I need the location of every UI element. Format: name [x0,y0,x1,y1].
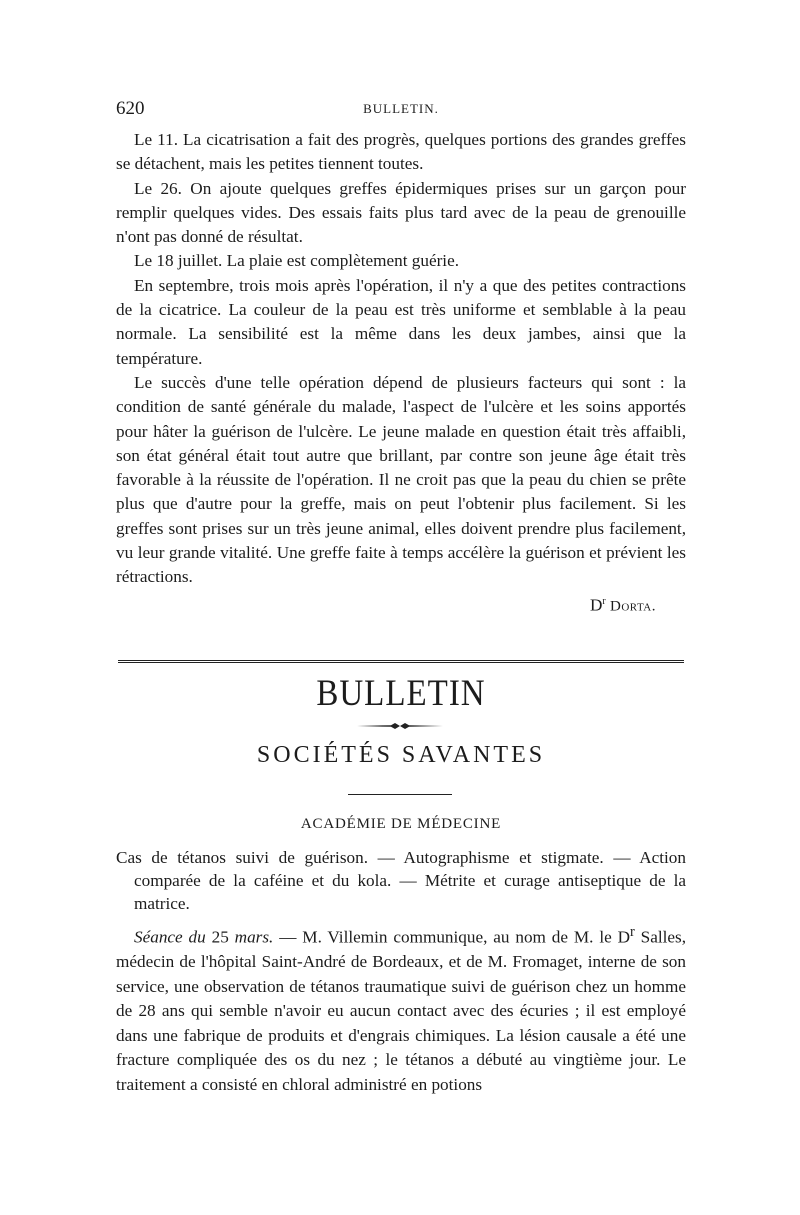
paragraph-succes: Le succès d'une telle opération dépend de plusieurs facteurs qui sont : la condition de santé générale du malade, l'aspect de l'ulcère et les soins apportés pour hâter la guérison de l'ulcère. Le jeune malade en question était très affaibli, son état général était tout autre que brillant, par contre son jeune âge était très favorable à la réussite de l'opération. Il ne croit pas que la peau du chien se prête plus que d'autre pour la greffe, mais on peut l'obtenir plus facilement. Si les greffes sont prises sur un très jeune animal, elles doivent prendre plus facilement, vu leur grande vitalité. Une greffe faite à temps accélère la guérison et prévient les rétractions. [116,372,686,587]
section-divider-rule [118,660,684,663]
bulletin-title: BULLETIN [316,673,486,715]
bulletin-subtitle: SOCIÉTÉS SAVANTES [256,742,546,768]
running-title: BULLETIN. [363,101,439,116]
subtitle-rule [348,794,452,795]
seance-date: 25 [211,927,229,947]
session-summary: Cas de tétanos suivi de guérison. — Autographisme et stigmate. — Action comparée de la caféine et du kola. — Métrite et curage antiseptique de la matrice. [116,848,686,913]
author-signature [116,590,686,619]
seance-text-rest: Salles, médecin de l'hôpital Saint-André de Bordeaux, et de M. Fromaget, interne de son service, une observation de tétanos traumatique suivi de guérison chez un homme de 28 ans qui semble n'avoir eu aucun contact avec des écuries ; il est employé dans une fabrique de produits et d'engrais chimiques. La lésion causale a été une fracture compliquée des os du nez ; le tétanos a débuté au vingtième jour. Le traitement a consisté en chloral administré en potions [116,927,687,1094]
seance-label: Séance du [134,927,206,947]
paragraph-le-26: Le 26. On ajoute quelques greffes épidermiques prises sur un garçon pour remplir quelques vides. Des essais faits plus tard avec de la peau de grenouille n'ont pas donné de résultat. [116,178,686,247]
seance-title-sup: r [630,924,635,940]
section-heading: ACADÉMIE DE MÉDECINE [300,816,502,832]
page-number: 620 [116,98,145,119]
seance-text-start: — M. Villemin communique, au nom de M. le D [279,927,631,947]
running-head [116,98,686,122]
seance-month: mars. [234,927,274,947]
seance-paragraph [116,920,686,1097]
signature-title: D [589,595,603,615]
ornament-divider [357,722,443,730]
paragraph-le-18-juillet: Le 18 juillet. La plaie est complètement guérie. [134,251,460,271]
article-body [116,128,686,619]
paragraph-septembre: En septembre, trois mois après l'opération, il n'y a que des petites contractions de la cicatrice. La couleur de la peau est très uniforme et semblable à la peau normale. La sensibilité est la même dans les deux jambes, ainsi que la température. [116,275,686,368]
signature-title-sup: r [602,595,606,607]
signature-name: Dorta. [610,598,656,615]
paragraph-le-11: Le 11. La cicatrisation a fait des progrès, quelques portions des grandes greffes se détachent, mais les petites tiennent toutes. [116,130,686,174]
